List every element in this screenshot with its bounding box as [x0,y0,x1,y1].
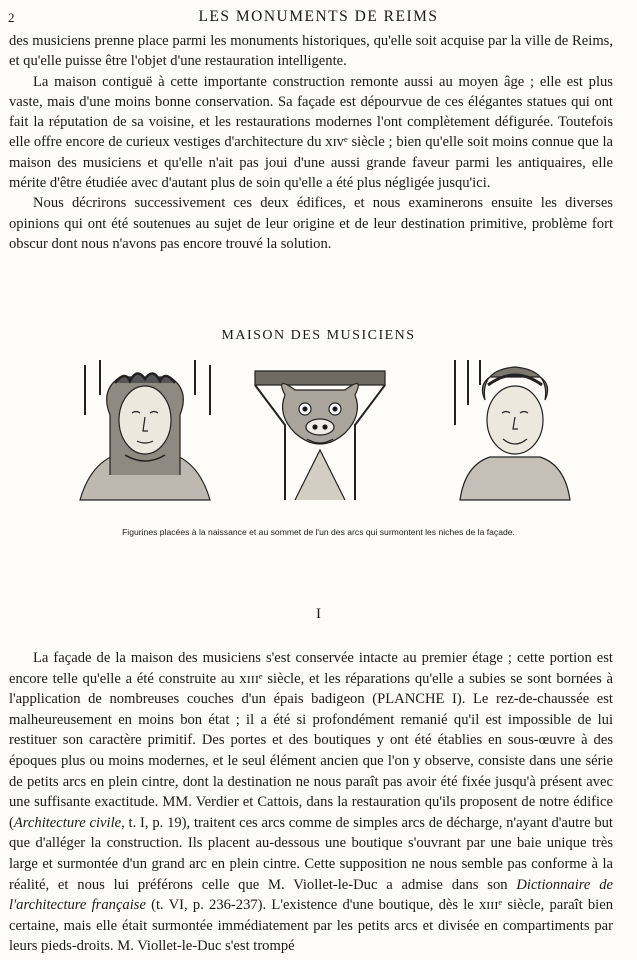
crowned-woman-bust-figure [70,355,220,505]
chapter-text-part-2: , t. I, p. 19), traitent ces arcs comme de simples arcs de décharge, n'ayant d'autre but que d'alléger la construction. Ils placent au-dessous une boutique s'ouvrant par une baie unique très large et surmontée d'un grand arc en plein cintre. Cette supposition ne nous semble pas conforme à la réalité, et nous lui préférons celle que M. Viollet-le-Duc a admise dans son [9,814,613,893]
page-number: 2 [8,10,15,25]
section-title: MAISON DES MUSICIENS [221,328,416,343]
chapter-number: I [316,606,321,622]
grotesque-beast-corbel-figure [245,355,395,505]
chapter-text [9,648,613,957]
intro-text [9,31,613,254]
figure-caption: Figurines placées à la naissance et au sommet de l'un des arcs qui surmontent les niches de la façade. [122,527,515,537]
book-title-architecture-civile: Architecture civile [13,814,122,831]
intro-paragraph-3: Nous décrirons successivement ces deux édifices, et nous examinerons ensuite les diverses opinions qui ont été soutenues au sujet de leur origine et de leur destination primitive, problème fort obscur dont nous n'avons pas encore trouvé la solution. [9,195,613,252]
intro-paragraph-1: des musiciens prenne place parmi les monuments historiques, qu'elle soit acquise par la ville de Reims, et qu'elle puisse être l'objet d'une restauration intelligente. [9,33,613,70]
smiling-youth-bust-figure [440,355,590,505]
running-title: LES MONUMENTS DE REIMS [198,8,439,25]
chapter-paragraph-1 [9,648,613,957]
intro-paragraph-2: La maison contiguë à cette importante construction remonte aussi au moyen âge ; elle est plus vaste, mais d'une moins bonne conservation. Sa façade est dépourvue de ces élégantes statues qui ont fait la réputation de sa voisine, et les restaurations modernes l'ont complètement défigurée. Toutefois elle offre encore de curieux vestiges d'architecture du xɪvᵉ siècle ; bien qu'elle soit moins connue que la maison des musiciens et qu'elle n'ait pas joui d'une aussi grande faveur parmi les antiquaires, elle mérite d'être étudiée avec d'autant plus de soin qu'elle a été plus négligée jusqu'ici. [9,73,613,192]
chapter-text-part-1: La façade de la maison des musiciens s'est conservée intacte au premier étage ; cette portion est encore telle qu'elle a été construite au xɪɪɪᵉ siècle, et les réparations qu'elle a subies se sont bornées à l'application de nombreuses couches d'un épais badigeon (PLANCHE I). Le rez-de-chaussée est malheureusement en moins bon état ; il a été si profondément remanié qu'il est impossible de lui restituer son caractère primitif. Des portes et des boutiques y ont été établies en sous-œuvre à des époques plus ou moins modernes, et le seul élément ancien que l'on y observe, consiste dans une série de petits arcs en plein cintre, dont la destination ne nous paraît pas avoir été fixée jusqu'à présent avec une suffisante exactitude. MM. Verdier et Cattois, dans la restauration qu'ils proposent de notre édifice ( [9,650,613,831]
chapter-text-part-3: (t. VI, p. 236-237). L'existence d'une boutique, dès le xɪɪɪᵉ siècle, paraît bien certaine, mais elle était surmontée immédiatement par les petits arcs et divisée en compartiments par leurs pieds-droits. M. Viollet-le-Duc s'est trompé [9,897,613,955]
book-title-dictionnaire: Dictionnaire de l'architecture française [9,876,613,914]
